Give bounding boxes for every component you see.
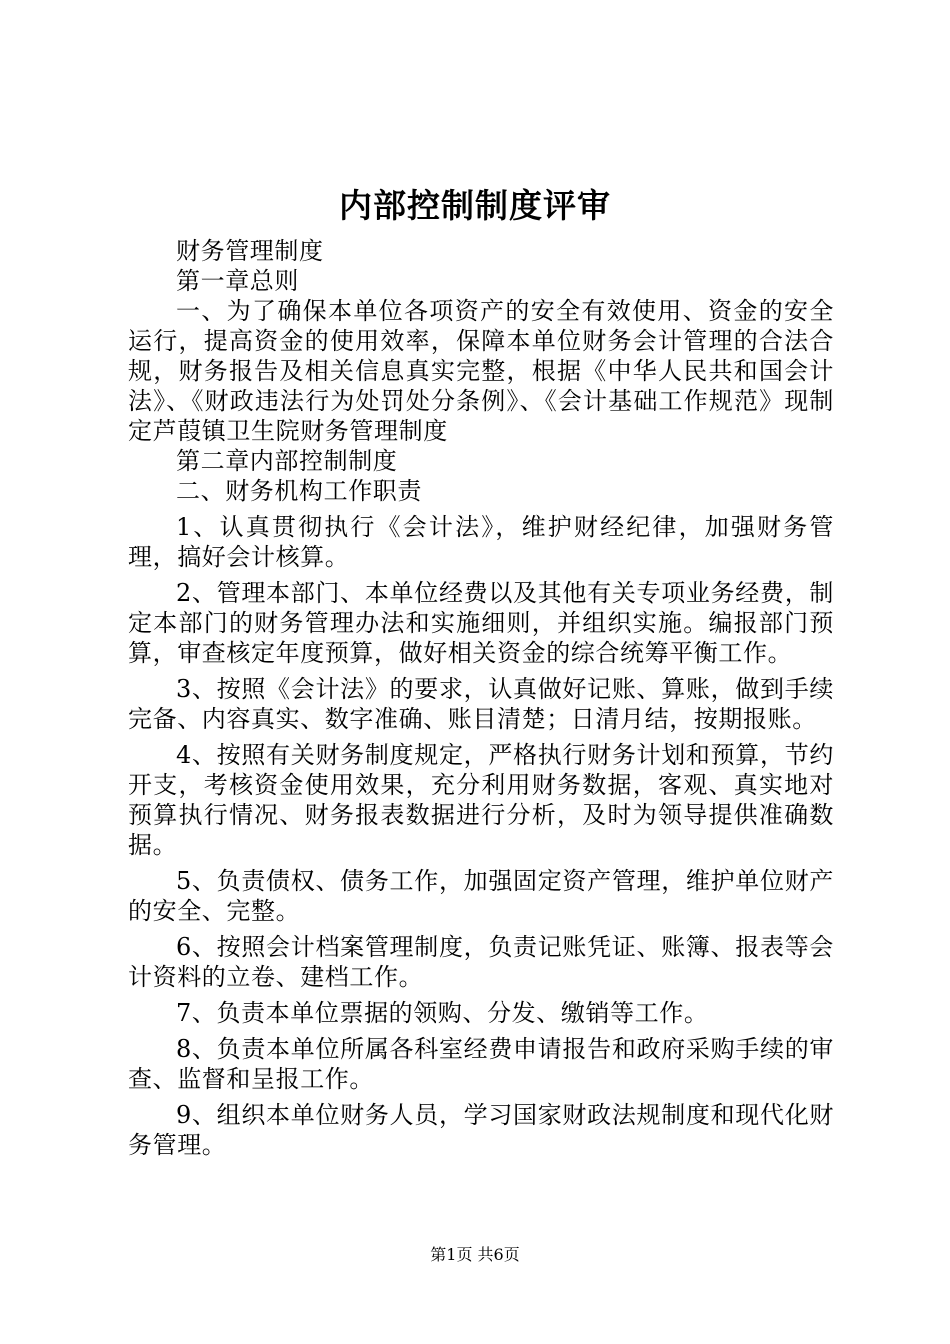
paragraph: 3、按照《会计法》的要求，认真做好记账、算账，做到手续完备、内容真实、数字准确、账目清楚；日清月结，按期报账。 bbox=[128, 675, 834, 733]
paragraph: 9、组织本单位财务人员，学习国家财政法规制度和现代化财务管理。 bbox=[128, 1101, 834, 1159]
paragraph: 5、负责债权、债务工作，加强固定资产管理，维护单位财产的安全、完整。 bbox=[128, 867, 834, 925]
paragraph: 7、负责本单位票据的领购、分发、缴销等工作。 bbox=[176, 999, 709, 1027]
paragraph: 1、认真贯彻执行《会计法》，维护财经纪律，加强财务管理，搞好会计核算。 bbox=[128, 513, 834, 571]
document-title: 内部控制制度评审 bbox=[339, 186, 611, 225]
paragraph: 二、财务机构工作职责 bbox=[176, 477, 422, 505]
paragraph: 第一章总则 bbox=[176, 267, 299, 295]
paragraph: 一、为了确保本单位各项资产的安全有效使用、资金的安全运行，提高资金的使用效率，保障本单位财务会计管理的合法合规，财务报告及相关信息真实完整，根据《中华人民共和国会计法》、《财政违法行为处罚处分条例》、《会计基础工作规范》现制定芦葭镇卫生院财务管理制度 bbox=[128, 297, 834, 445]
paragraph: 8、负责本单位所属各科室经费申请报告和政府采购手续的审查、监督和呈报工作。 bbox=[128, 1035, 834, 1093]
paragraph: 4、按照有关财务制度规定，严格执行财务计划和预算，节约开支，考核资金使用效果，充分利用财务数据，客观、真实地对预算执行情况、财务报表数据进行分析，及时为领导提供准确数据。 bbox=[128, 741, 834, 859]
document-body bbox=[128, 236, 834, 1160]
paragraph: 财务管理制度 bbox=[176, 237, 324, 265]
paragraph: 2、管理本部门、本单位经费以及其他有关专项业务经费，制定本部门的财务管理办法和实施细则，并组织实施。编报部门预算，审查核定年度预算，做好相关资金的综合统筹平衡工作。 bbox=[128, 579, 834, 667]
page-footer: 第1页 共6页 bbox=[430, 1245, 520, 1264]
paragraph: 6、按照会计档案管理制度，负责记账凭证、账簿、报表等会计资料的立卷、建档工作。 bbox=[128, 933, 834, 991]
paragraph: 第二章内部控制制度 bbox=[176, 447, 398, 475]
